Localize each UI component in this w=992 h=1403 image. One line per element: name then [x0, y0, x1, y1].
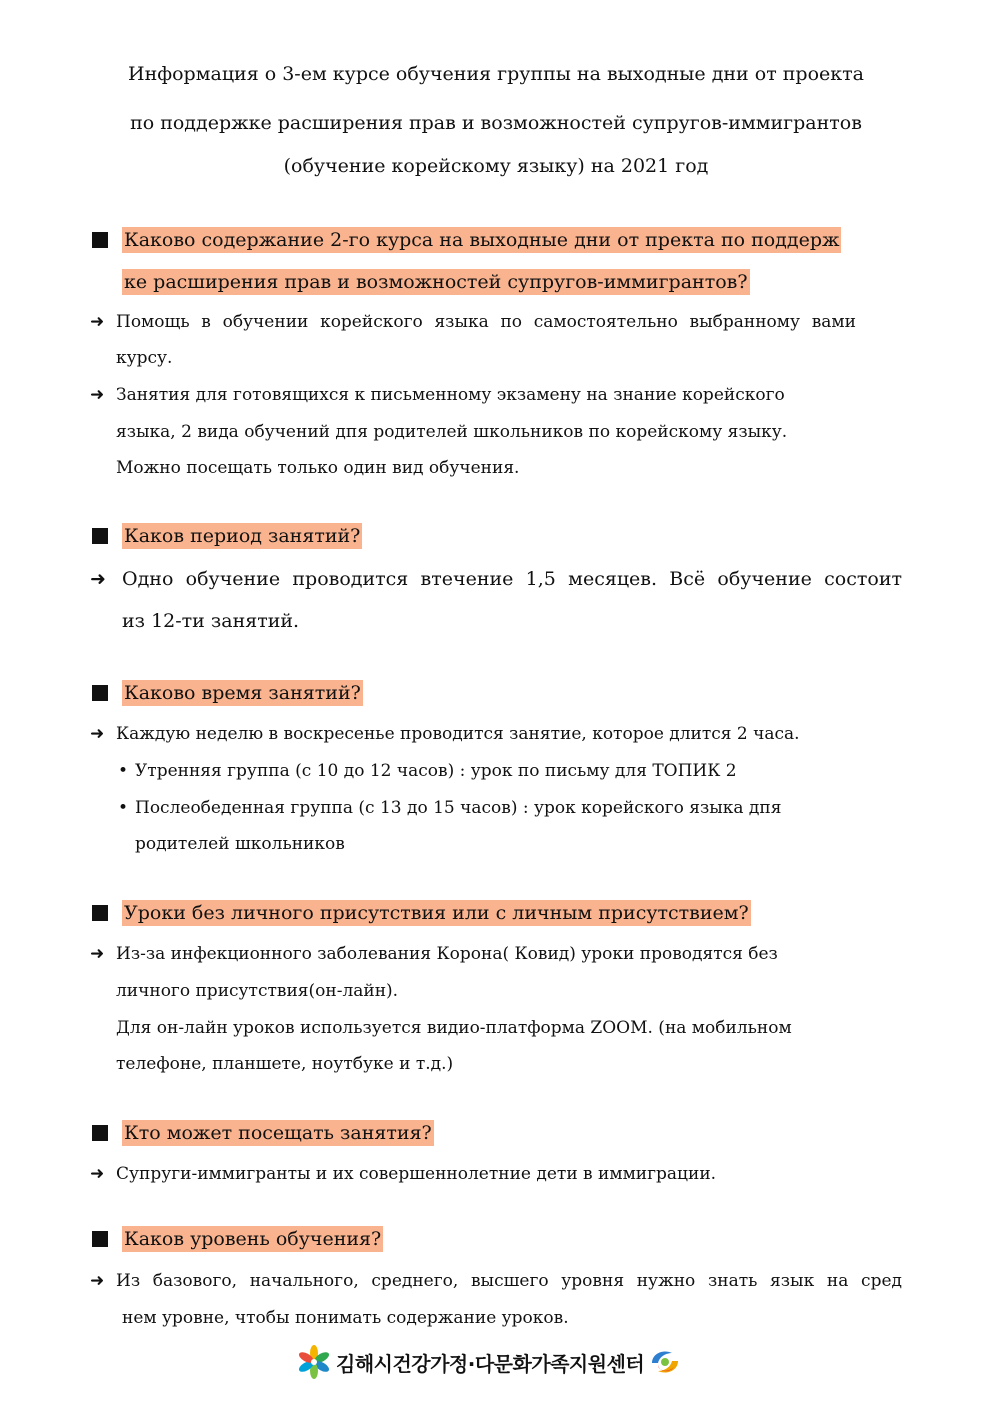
section-level-heading	[92, 1226, 383, 1252]
format-item-1-line-3: Для он-лайн уроков используется видио-платформа ZOOM. (на мобильном	[116, 1018, 792, 1038]
square-bullet-icon	[92, 685, 108, 701]
content-item-2-line-1: Занятия для готовящихся к письменному экзамену на знание корейского	[116, 385, 785, 405]
bullet-dot-icon: •	[118, 761, 129, 781]
square-bullet-icon	[92, 905, 108, 921]
arrow-icon: ➜	[90, 385, 105, 405]
section-time-heading	[92, 680, 363, 706]
content-item-1-line-1: Помощь в обучении корейского языка по самостоятельно выбранному вами	[116, 312, 856, 332]
time-bullet-2-line-1: Послеобеденная группа (с 13 до 15 часов) : урок корейского языка дпя	[135, 798, 782, 818]
heading-text: Каков период занятий?	[124, 525, 361, 547]
period-item-1-line-2: из 12-ти занятий.	[122, 610, 300, 632]
format-item-1-line-1: Из-за инфекционного заболевания Корона( Ковид) уроки проводятся без	[116, 944, 778, 964]
square-bullet-icon	[92, 1231, 108, 1247]
heading-text: Каково время занятий?	[124, 682, 361, 704]
square-bullet-icon	[92, 232, 108, 248]
arrow-icon: ➜	[90, 568, 106, 590]
section-period-heading	[92, 523, 362, 549]
section-content-heading	[92, 227, 841, 253]
page-title-line-3: (обучение корейскому языку) на 2021 год	[283, 155, 709, 177]
arrow-icon: ➜	[90, 1164, 105, 1184]
heading-text: Каков уровень обучения?	[124, 1228, 382, 1250]
content-item-2-line-2: языка, 2 вида обучений дпя родителей школьников по корейскому языку.	[116, 422, 788, 442]
level-item-1-line-2: нем уровне, чтобы понимать содержание уроков.	[122, 1308, 569, 1328]
family-logo-icon	[648, 1347, 682, 1377]
time-item-1: Каждую неделю в воскресенье проводится занятие, которое длится 2 часа.	[116, 724, 800, 744]
format-item-1-line-4: телефоне, планшете, ноутбуке и т.д.)	[116, 1054, 454, 1074]
time-bullet-1: Утренняя группа (с 10 до 12 часов) : урок по письму для ТОПИК 2	[135, 761, 737, 781]
heading-text: Кто может посещать занятия?	[124, 1122, 432, 1144]
arrow-icon: ➜	[90, 312, 105, 332]
section-format-heading	[92, 900, 751, 926]
arrow-icon: ➜	[90, 724, 105, 744]
heading-text: Каково содержание 2-го курса на выходные дни от пректа по поддерж	[124, 229, 840, 251]
page-title-line-1: Информация о 3-ем курсе обучения группы на выходные дни от проекта	[128, 63, 864, 85]
square-bullet-icon	[92, 528, 108, 544]
who-item-1: Супруги-иммигранты и их совершеннолетние дети в иммиграции.	[116, 1164, 717, 1184]
organization-name: 김해시건강가정·다문화가족지원센터	[336, 1351, 645, 1376]
content-item-2-line-3: Можно посещать только один вид обучения.	[116, 458, 520, 478]
format-item-1-line-2: личного присутствия(он-лайн).	[116, 981, 399, 1001]
time-bullet-2-line-2: родителей школьников	[135, 834, 345, 854]
flower-logo-icon	[296, 1344, 332, 1380]
square-bullet-icon	[92, 1125, 108, 1141]
arrow-icon: ➜	[90, 1271, 105, 1291]
period-item-1-line-1: Одно обучение проводится втечение 1,5 месяцев. Всё обучение состоит	[122, 568, 902, 590]
level-item-1-line-1: Из базового, начального, среднего, высшего уровня нужно знать язык на сред	[116, 1271, 902, 1291]
section-content-heading-cont: ке расширения прав и возможностей супругов-иммигрантов?	[124, 271, 748, 293]
content-item-1-line-2: курсу.	[116, 348, 173, 368]
bullet-dot-icon: •	[118, 798, 129, 818]
section-who-heading	[92, 1120, 434, 1146]
arrow-icon: ➜	[90, 944, 105, 964]
page-title-line-2: по поддержке расширения прав и возможностей супругов-иммигрантов	[130, 112, 862, 134]
heading-text: Уроки без личного присутствия или с личным присутствием?	[124, 902, 749, 924]
footer-logo	[296, 1344, 682, 1380]
